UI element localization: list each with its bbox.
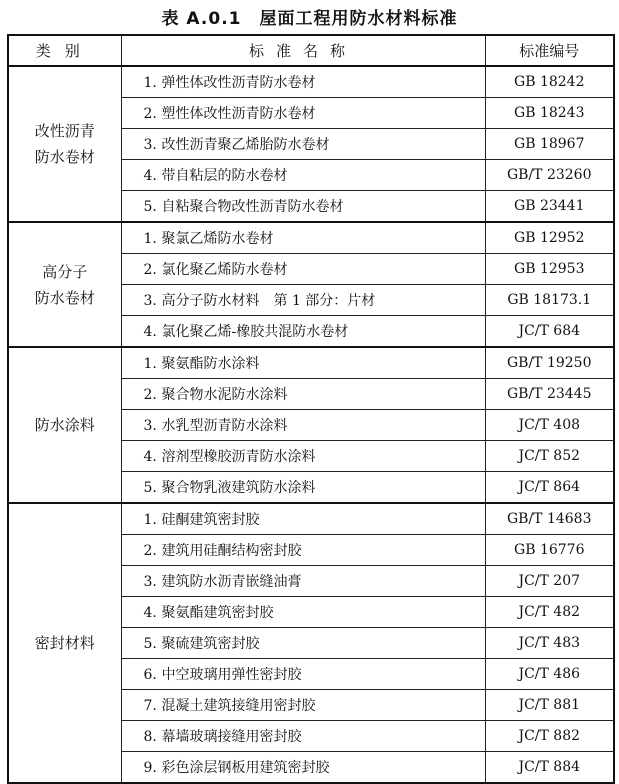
standard-name-cell (121, 98, 485, 129)
standard-name: 幕墙玻璃接缝用密封胶 (161, 729, 302, 745)
standard-name-cell (121, 659, 485, 690)
standard-name-cell (121, 503, 485, 535)
standard-code: GB 12952 (485, 222, 614, 254)
standard-name: 建筑防水沥青嵌缝油膏 (161, 574, 302, 590)
category-cell (8, 222, 121, 347)
standard-name: 溶剂型橡胶沥青防水涂料 (161, 449, 316, 465)
standard-name-cell (121, 628, 485, 659)
standard-name-cell (121, 285, 485, 316)
category-label-line: 防水涂料 (34, 416, 95, 434)
standard-name: 氯化聚乙烯-橡胶共混防水卷材 (161, 324, 349, 340)
item-number: 1. (143, 356, 157, 372)
category-cell (8, 347, 121, 503)
standard-name-cell (121, 566, 485, 597)
standard-name-cell (121, 597, 485, 628)
category-group (8, 66, 614, 222)
item-number: 2. (143, 387, 157, 403)
table-title: 表 A.0.1 屋面工程用防水材料标准 (161, 9, 458, 29)
standard-name-cell (121, 410, 485, 441)
table-row (8, 503, 614, 535)
standard-name-cell (121, 347, 485, 379)
standard-name: 聚氯乙烯防水卷材 (161, 231, 274, 247)
item-number: 4. (143, 449, 157, 465)
header-row (8, 35, 614, 66)
standard-name: 氯化聚乙烯防水卷材 (161, 262, 288, 278)
standard-code: GB 18243 (485, 98, 614, 129)
standard-name: 建筑用硅酮结构密封胶 (161, 543, 302, 559)
category-label-line: 高分子 (42, 262, 88, 281)
item-number: 3. (143, 574, 157, 590)
standard-code: JC/T 482 (485, 597, 614, 628)
item-number: 5. (143, 199, 157, 215)
item-number: 5. (143, 480, 157, 496)
standard-name-cell (121, 66, 485, 98)
standard-name: 弹性体改性沥青防水卷材 (161, 75, 316, 91)
standard-name-cell (121, 129, 485, 160)
category-label-line: 防水卷材 (34, 148, 95, 166)
item-number: 5. (143, 636, 157, 652)
standard-code: GB 23441 (485, 191, 614, 223)
item-number: 6. (143, 667, 157, 683)
standard-name: 水乳型沥青防水涂料 (161, 418, 288, 434)
category-group (8, 503, 614, 783)
category-cell (8, 66, 121, 222)
standard-name: 聚氨酯防水涂料 (161, 356, 260, 372)
item-number: 2. (143, 262, 157, 278)
standards-table (7, 34, 615, 784)
standard-code: GB/T 23260 (485, 160, 614, 191)
standard-name-cell (121, 379, 485, 410)
standard-code: GB/T 14683 (485, 503, 614, 535)
standard-name-cell (121, 472, 485, 504)
header-standard-code: 标准编号 (485, 35, 614, 66)
standard-name-cell (121, 222, 485, 254)
item-number: 1. (143, 231, 157, 247)
item-number: 3. (143, 137, 157, 153)
category-label-line: 改性沥青 (34, 122, 95, 140)
item-number: 1. (143, 512, 157, 528)
standard-name: 硅酮建筑密封胶 (161, 512, 260, 528)
standard-name: 塑性体改性沥青防水卷材 (161, 106, 316, 122)
standard-name: 改性沥青聚乙烯胎防水卷材 (161, 137, 330, 153)
standard-name-cell (121, 160, 485, 191)
standard-name: 聚氨酯建筑密封胶 (161, 605, 274, 621)
standard-name-cell (121, 316, 485, 348)
item-number: 1. (143, 75, 157, 91)
item-number: 4. (143, 168, 157, 184)
item-number: 9. (143, 760, 157, 776)
item-number: 3. (143, 293, 157, 309)
standard-code: JC/T 408 (485, 410, 614, 441)
table-row (8, 66, 614, 98)
category-label-line: 密封材料 (34, 634, 95, 652)
item-number: 7. (143, 698, 157, 714)
standard-code: JC/T 882 (485, 721, 614, 752)
standard-name: 聚合物乳液建筑防水涂料 (161, 480, 316, 496)
standard-name-cell (121, 690, 485, 721)
item-number: 4. (143, 324, 157, 340)
standard-code: GB/T 23445 (485, 379, 614, 410)
standard-name: 聚硫建筑密封胶 (161, 636, 260, 652)
standard-name-cell (121, 254, 485, 285)
standard-name-cell (121, 441, 485, 472)
standard-code: JC/T 881 (485, 690, 614, 721)
standard-name: 高分子防水材料 第 1 部分：片材 (161, 293, 376, 309)
standard-name-cell (121, 535, 485, 566)
standard-code: GB 18242 (485, 66, 614, 98)
table-row (8, 222, 614, 254)
standard-code: GB/T 19250 (485, 347, 614, 379)
category-cell (8, 503, 121, 783)
standard-name: 自粘聚合物改性沥青防水卷材 (161, 199, 344, 215)
standard-name-cell (121, 721, 485, 752)
standard-name: 带自粘层的防水卷材 (161, 168, 288, 184)
item-number: 2. (143, 106, 157, 122)
category-label-line: 防水卷材 (34, 288, 95, 307)
item-number: 2. (143, 543, 157, 559)
category-group (8, 222, 614, 347)
table-row (8, 347, 614, 379)
standard-name: 彩色涂层钢板用建筑密封胶 (161, 760, 330, 776)
standard-code: GB 18173.1 (485, 285, 614, 316)
standard-code: GB 12953 (485, 254, 614, 285)
standard-code: JC/T 864 (485, 472, 614, 504)
standard-code: JC/T 486 (485, 659, 614, 690)
header-standard-name: 标准名称 (121, 35, 485, 66)
standard-code: GB 16776 (485, 535, 614, 566)
standard-name: 聚合物水泥防水涂料 (161, 387, 288, 403)
header-category: 类别 (8, 35, 121, 66)
standard-code: JC/T 852 (485, 441, 614, 472)
standard-name: 混凝土建筑接缝用密封胶 (161, 698, 316, 714)
standard-code: JC/T 884 (485, 752, 614, 784)
standard-name: 中空玻璃用弹性密封胶 (161, 667, 302, 683)
standard-code: JC/T 207 (485, 566, 614, 597)
category-group (8, 347, 614, 503)
item-number: 4. (143, 605, 157, 621)
standard-code: JC/T 684 (485, 316, 614, 348)
item-number: 3. (143, 418, 157, 434)
standard-name-cell (121, 752, 485, 784)
item-number: 8. (143, 729, 157, 745)
standard-code: GB 18967 (485, 129, 614, 160)
standard-name-cell (121, 191, 485, 223)
standard-code: JC/T 483 (485, 628, 614, 659)
